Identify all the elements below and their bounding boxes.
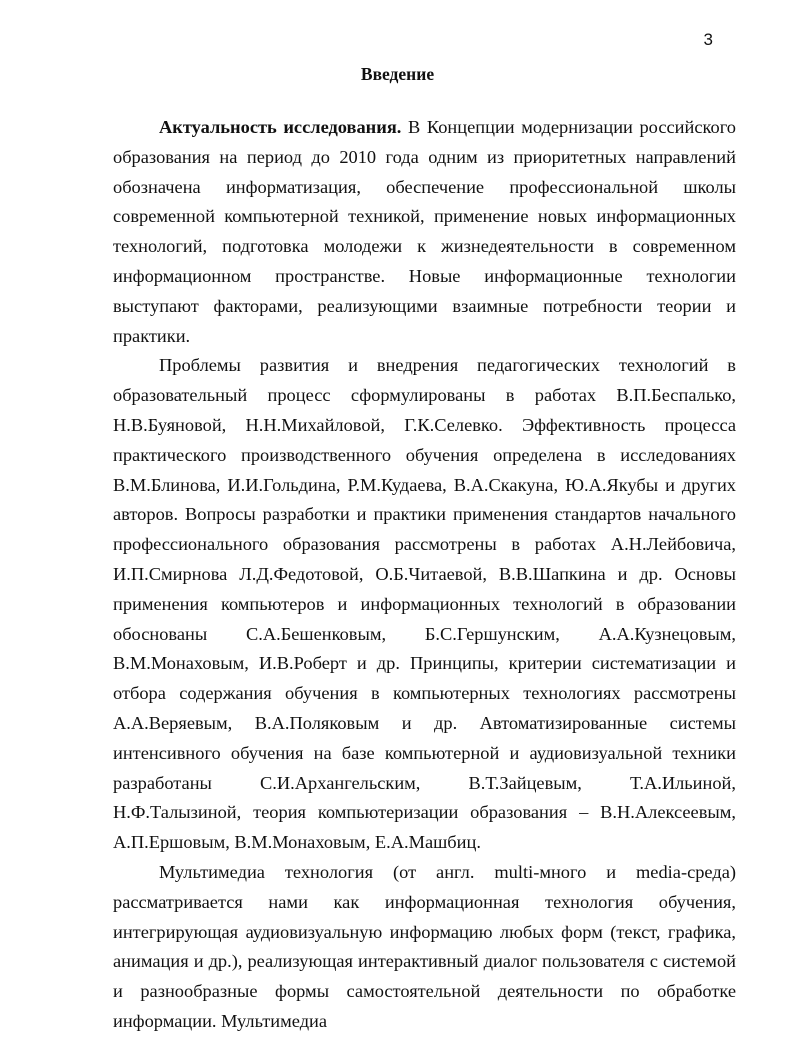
paragraph-text: В Концепции модернизации российского образования на период до 2010 года одним из приоритетных направлений обозначена информатизация, обеспечение профессиональной школы современной компьютерной техникой, применение новых информационных технологий, подготовка молодежи к жизнедеятельности в современном информационном пространстве. Новые информационные технологии выступают факторами, реализующими взаимные потребности теории и практики. [113, 117, 736, 346]
page-title: Введение [360, 64, 435, 84]
paragraph-multimedia: Мультимедиа технология (от англ. multi-много и media-среда) рассматривается нами как информационная технология обучения, интегрирующая аудиовизуальную информацию любых форм (текст, графика, анимация и др.), реализующая интерактивный диалог пользователя с системой и разнообразные формы самостоятельной деятельности по обработке информации. Мультимедиа [113, 861, 736, 1031]
paragraph-relevance [113, 113, 736, 351]
paragraph-problems: Проблемы развития и внедрения педагогических технологий в образовательный процесс сформулированы в работах В.П.Беспалько, Н.В.Буяновой, Н.Н.Михайловой, Г.К.Селевко. Эффективность процесса практического производственного обучения определена в исследованиях В.М.Блинова, И.И.Гольдина, Р.М.Кудаева, В.А.Скакуна, Ю.А.Якубы и других авторов. Вопросы разработки и практики применения стандартов начального профессионального образования рассмотрены в работах А.Н.Лейбовича, И.П.Смирнова Л.Д.Федотовой, О.Б.Читаевой, В.В.Шапкина и др. Основы применения компьютеров и информационных технологий в образовании обоснованы С.А.Бешенковым, Б.С.Гершунским, А.А.Кузнецовым, В.М.Монаховым, И.В.Роберт и др. Принципы, критерии систематизации и отбора содержания обучения в компьютерных технологиях рассмотрены А.А.Веряевым, В.А.Поляковым и др. Автоматизированные системы интенсивного обучения на базе компьютерной и аудиовизуальной техники разработаны С.И.Архангельским, В.Т.Зайцевым, Т.А.Ильиной, Н.Ф.Талызиной, теория компьютеризации образования – В.Н.Алексеевым, А.П.Ершовым, В.М.Монаховым, Е.А.Машбиц. [113, 355, 736, 853]
body-text [113, 113, 736, 1037]
paragraph-lead: Актуальность исследования. [159, 117, 402, 137]
page-number: 3 [703, 30, 713, 49]
